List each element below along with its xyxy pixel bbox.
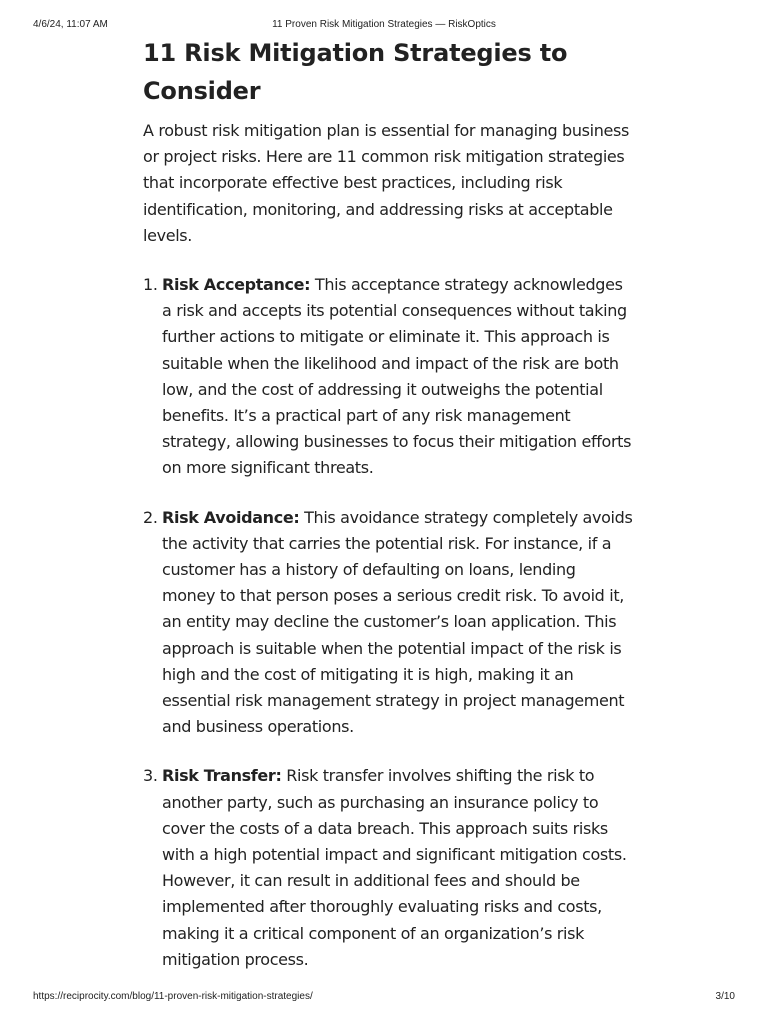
list-number: 1. xyxy=(143,275,158,295)
print-footer xyxy=(33,991,735,1005)
page-number: 3/10 xyxy=(715,991,735,1002)
print-url: https://reciprocity.com/blog/11-proven-risk-mitigation-strategies/ xyxy=(33,991,313,1002)
strategy-term: Risk Acceptance: xyxy=(162,275,311,295)
strategy-term: Risk Avoidance: xyxy=(162,507,300,527)
print-header xyxy=(33,19,735,33)
intro-paragraph: A robust risk mitigation plan is essential for managing business or project risks. Here are 11 common risk mitigation strategies that incorporate effective best practices, including risk identification, monitoring, and addressing risks at acceptable levels. xyxy=(143,121,629,245)
list-item xyxy=(143,763,633,973)
article-content xyxy=(143,34,633,996)
section-heading: 11 Risk Mitigation Strategies to Consider xyxy=(143,39,568,105)
print-page-title: 11 Proven Risk Mitigation Strategies — RiskOptics xyxy=(272,19,496,30)
strategy-description: This acceptance strategy acknowledges a risk and accepts its potential consequences without taking further actions to mitigate or eliminate it. This approach is suitable when the likelihood and impact of the risk are both low, and the cost of addressing it outweighs the potential benefits. It’s a practical part of any risk management strategy, allowing businesses to focus their mitigation efforts on more significant threats. xyxy=(162,275,632,478)
strategy-term: Risk Transfer: xyxy=(162,766,282,786)
strategy-description: Risk transfer involves shifting the risk to another party, such as purchasing an insurance policy to cover the costs of a data breach. This approach suits risks with a high potential impact and significant mitigation costs. However, it can result in additional fees and should be implemented after thoroughly evaluating risks and costs, making it a critical component of an organization’s risk mitigation process. xyxy=(162,766,627,969)
strategy-description: This avoidance strategy completely avoids the activity that carries the potential risk. For instance, if a customer has a history of defaulting on loans, lending money to that person poses a serious credit risk. To avoid it, an entity may decline the customer’s loan application. This approach is suitable when the potential impact of the risk is high and the cost of mitigating it is high, making it an essential risk management strategy in project management and business operations. xyxy=(162,507,633,737)
list-item xyxy=(143,272,633,482)
list-number: 2. xyxy=(143,507,158,527)
print-date: 4/6/24, 11:07 AM xyxy=(33,19,108,30)
strategy-list xyxy=(143,272,633,973)
list-number: 3. xyxy=(143,766,158,786)
list-item xyxy=(143,505,633,741)
